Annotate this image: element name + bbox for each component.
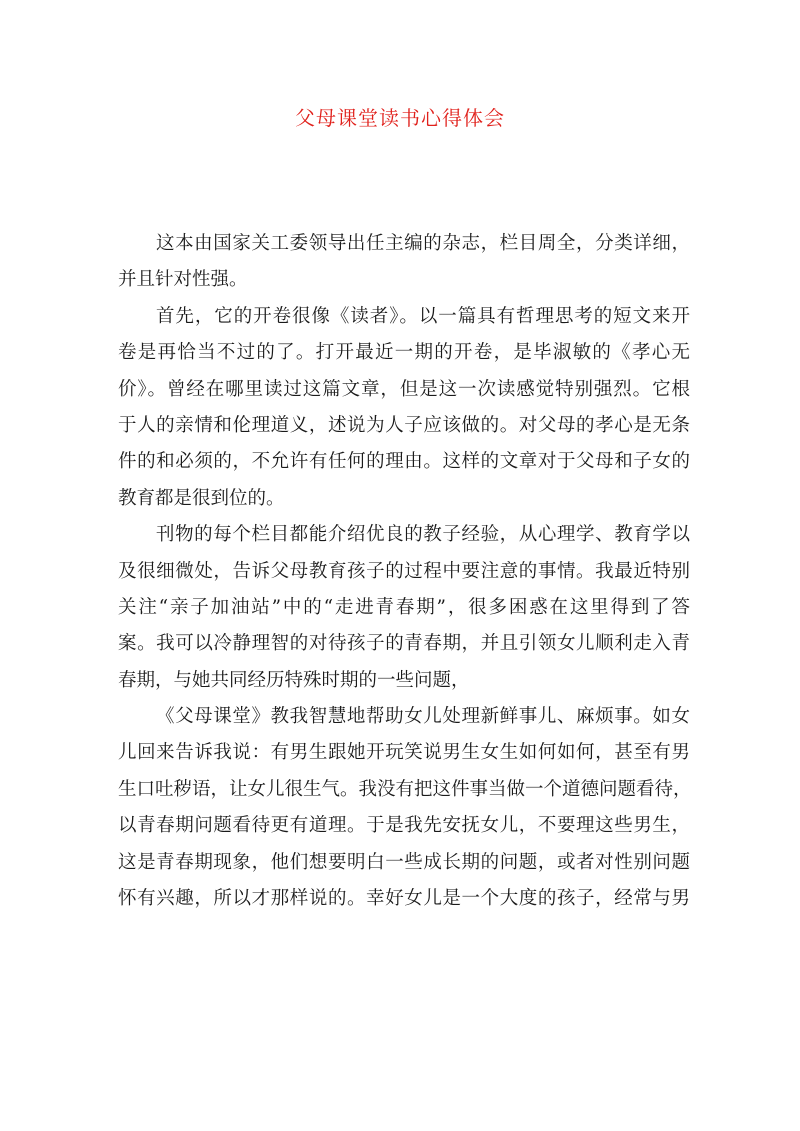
paragraph <box>118 226 690 299</box>
text-line: 并且针对性强。 <box>118 269 248 291</box>
text-line: 价》。曾经在哪里读过这篇文章，但是这一次读感觉特别强烈。它根 <box>118 378 690 400</box>
text-line: 以青春期问题看待更有道理。于是我先安抚女儿，不要理这些男生， <box>118 815 690 837</box>
text-line: 首先，它的开卷很像《读者》。以一篇具有哲理思考的短文来开 <box>156 305 690 327</box>
text-line: 怀有兴趣，所以才那样说的。幸好女儿是一个大度的孩子，经常与男 <box>118 888 690 910</box>
paragraph <box>118 299 690 517</box>
text-line: 春期，与她共同经历特殊时期的一些问题， <box>118 669 470 691</box>
document-body <box>118 226 690 917</box>
text-line: 件的和必须的，不允许有任何的理由。这样的文章对于父母和子女的 <box>118 451 690 473</box>
text-line: 刊物的每个栏目都能介绍优良的教子经验，从心理学、教育学以 <box>156 524 690 546</box>
paragraph <box>118 517 690 699</box>
text-line: 关注“亲子加油站”中的“走进青春期”，很多困惑在这里得到了答 <box>118 596 690 618</box>
text-line: 卷是再恰当不过的了。打开最近一期的开卷，是毕淑敏的《孝心无 <box>118 342 690 364</box>
text-line: 儿回来告诉我说：有男生跟她开玩笑说男生女生如何如何，甚至有男 <box>118 742 690 764</box>
text-line: 生口吐秽语，让女儿很生气。我没有把这件事当做一个道德问题看待， <box>118 778 692 800</box>
text-line: 案。我可以冷静理智的对待孩子的青春期，并且引领女儿顺利走入青 <box>118 633 690 655</box>
text-line: 及很细微处，告诉父母教育孩子的过程中要注意的事情。我最近特别 <box>118 560 690 582</box>
paragraph <box>118 699 690 917</box>
text-line: 教育都是很到位的。 <box>118 487 285 509</box>
document-title: 父母课堂读书心得体会 <box>295 106 505 130</box>
text-line: 这本由国家关工委领导出任主编的杂志，栏目周全，分类详细， <box>156 233 690 254</box>
text-line: 于人的亲情和伦理道义，述说为人子应该做的。对父母的孝心是无条 <box>118 414 690 436</box>
text-line: 《父母课堂》教我智慧地帮助女儿处理新鲜事儿、麻烦事。如女 <box>156 706 690 728</box>
text-line: 这是青春期现象，他们想要明白一些成长期的问题，或者对性别问题 <box>118 851 690 873</box>
